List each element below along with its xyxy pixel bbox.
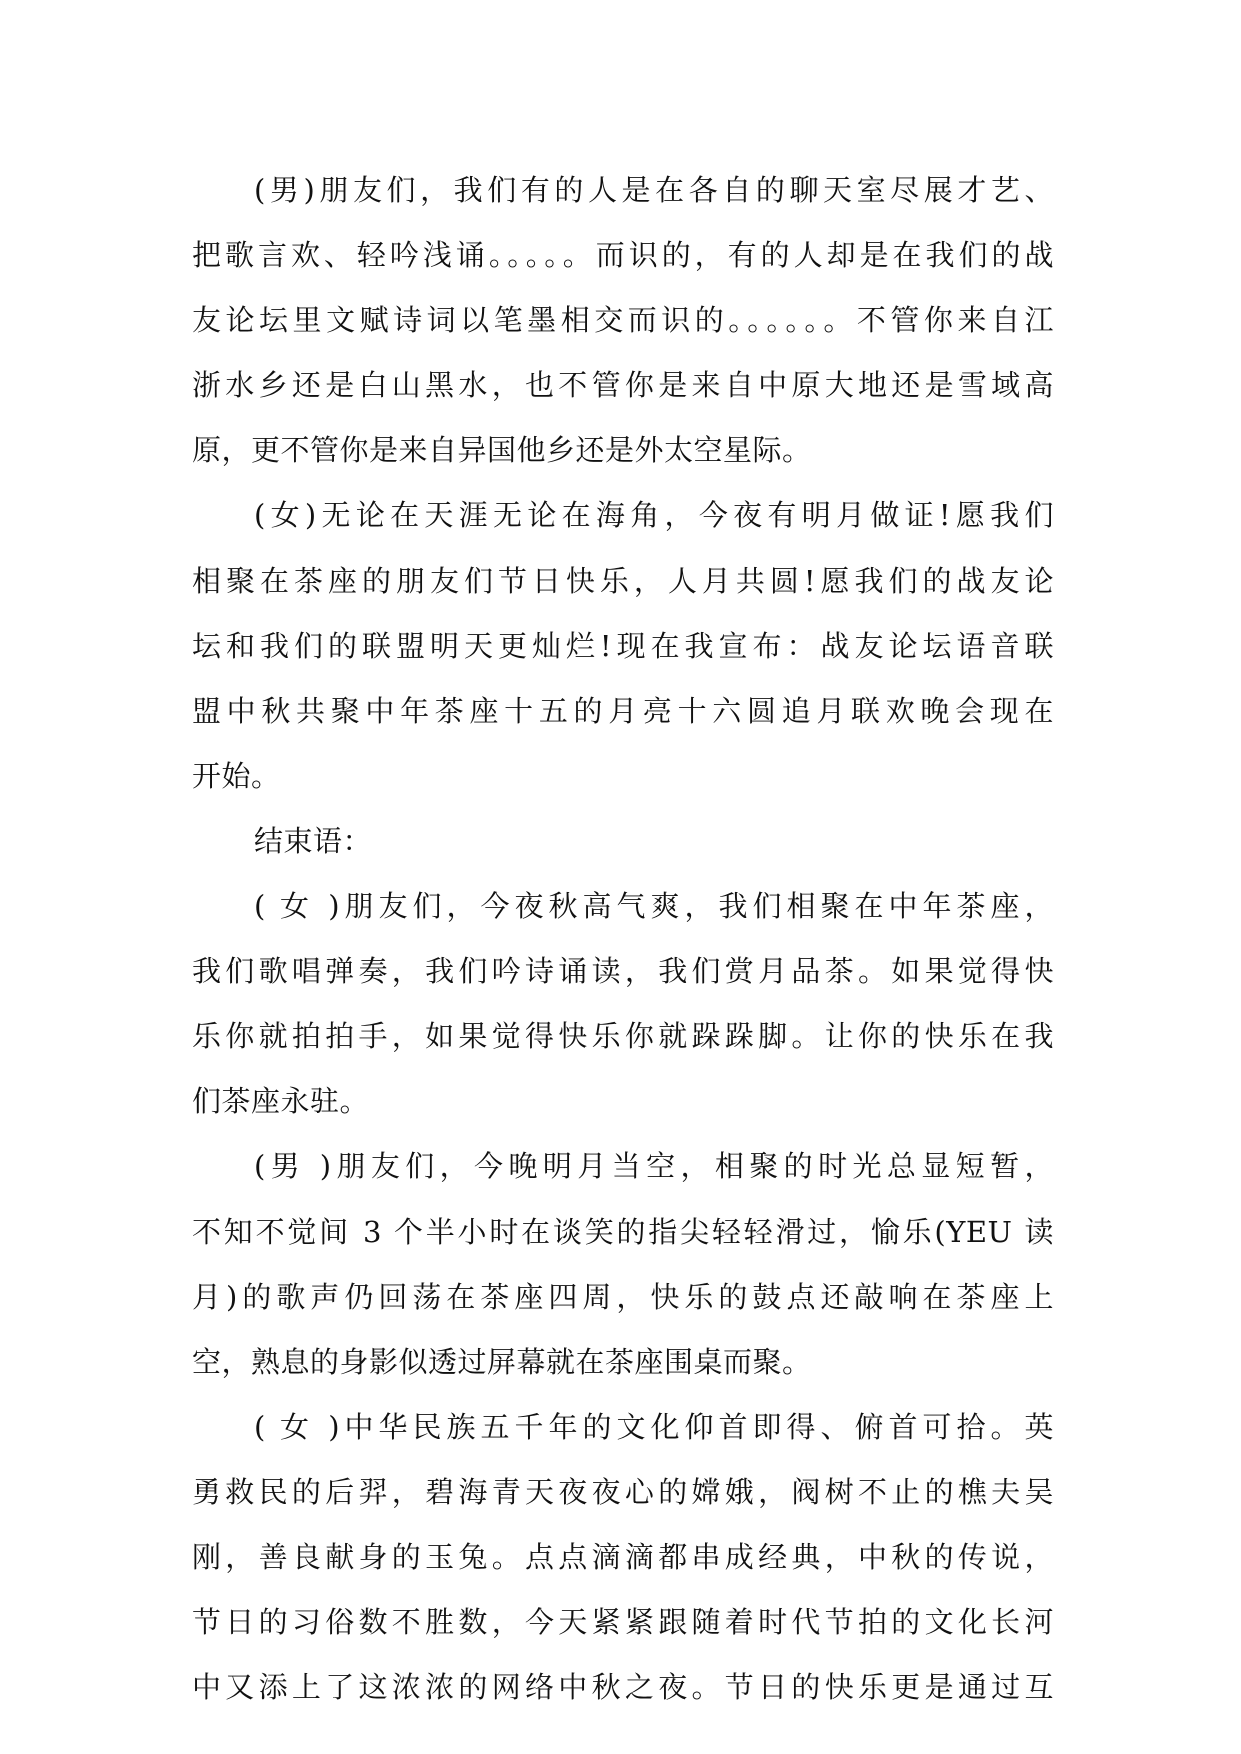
text-line: ( 女 )朋友们，今夜秋高气爽，我们相聚在中年茶座， (254, 889, 1054, 924)
text-line: 浙水乡还是白山黑水，也不管你是来自中原大地还是雪域高 (192, 368, 1054, 403)
text-line: 刚，善良献身的玉兔。点点滴滴都串成经典，中秋的传说， (192, 1539, 1054, 1574)
text-line: 友论坛里文赋诗词以笔墨相交而识的。。。。。。不管你来自江 (192, 303, 1054, 338)
text-line: 开始。 (192, 758, 281, 793)
text-line: 把歌言欢、轻吟浅诵。。。。。而识的，有的人却是在我们的战 (192, 238, 1054, 273)
text-line: 结束语： (254, 823, 373, 858)
document-body (192, 158, 1054, 1720)
text-line: 不知不觉间 3 个半小时在谈笑的指尖轻轻滑过，愉乐(YEU 读 (192, 1214, 1054, 1249)
text-line: 们茶座永驻。 (192, 1084, 370, 1119)
text-line: (男 )朋友们，今晚明月当空，相聚的时光总显短暂， (254, 1149, 1054, 1184)
text-line: 盟中秋共聚中年茶座十五的月亮十六圆追月联欢晚会现在 (192, 693, 1054, 728)
text-line: 我们歌唱弹奏，我们吟诗诵读，我们赏月品茶。如果觉得快 (192, 954, 1054, 989)
text-line: 勇救民的后羿，碧海青天夜夜心的嫦娥，阀树不止的樵夫吴 (192, 1474, 1054, 1509)
text-line: 节日的习俗数不胜数，今天紧紧跟随着时代节拍的文化长河 (192, 1605, 1054, 1640)
text-line: (女)无论在天涯无论在海角，今夜有明月做证!愿我们 (254, 498, 1054, 533)
text-line: 相聚在茶座的朋友们节日快乐，人月共圆!愿我们的战友论 (192, 563, 1054, 598)
text-line: 原，更不管你是来自异国他乡还是外太空星际。 (192, 433, 812, 468)
text-line: 中又添上了这浓浓的网络中秋之夜。节日的快乐更是通过互 (192, 1670, 1054, 1705)
text-line: 坛和我们的联盟明天更灿烂!现在我宣布：战友论坛语音联 (192, 628, 1054, 663)
text-line: 乐你就拍拍手，如果觉得快乐你就跺跺脚。让你的快乐在我 (192, 1019, 1054, 1054)
text-line: ( 女 )中华民族五千年的文化仰首即得、俯首可拾。英 (254, 1409, 1054, 1444)
text-line: 空，熟息的身影似透过屏幕就在茶座围桌而聚。 (192, 1344, 812, 1379)
text-line: (男)朋友们，我们有的人是在各自的聊天室尽展才艺、 (254, 173, 1054, 207)
text-line: 月)的歌声仍回荡在茶座四周，快乐的鼓点还敲响在茶座上 (192, 1279, 1054, 1314)
